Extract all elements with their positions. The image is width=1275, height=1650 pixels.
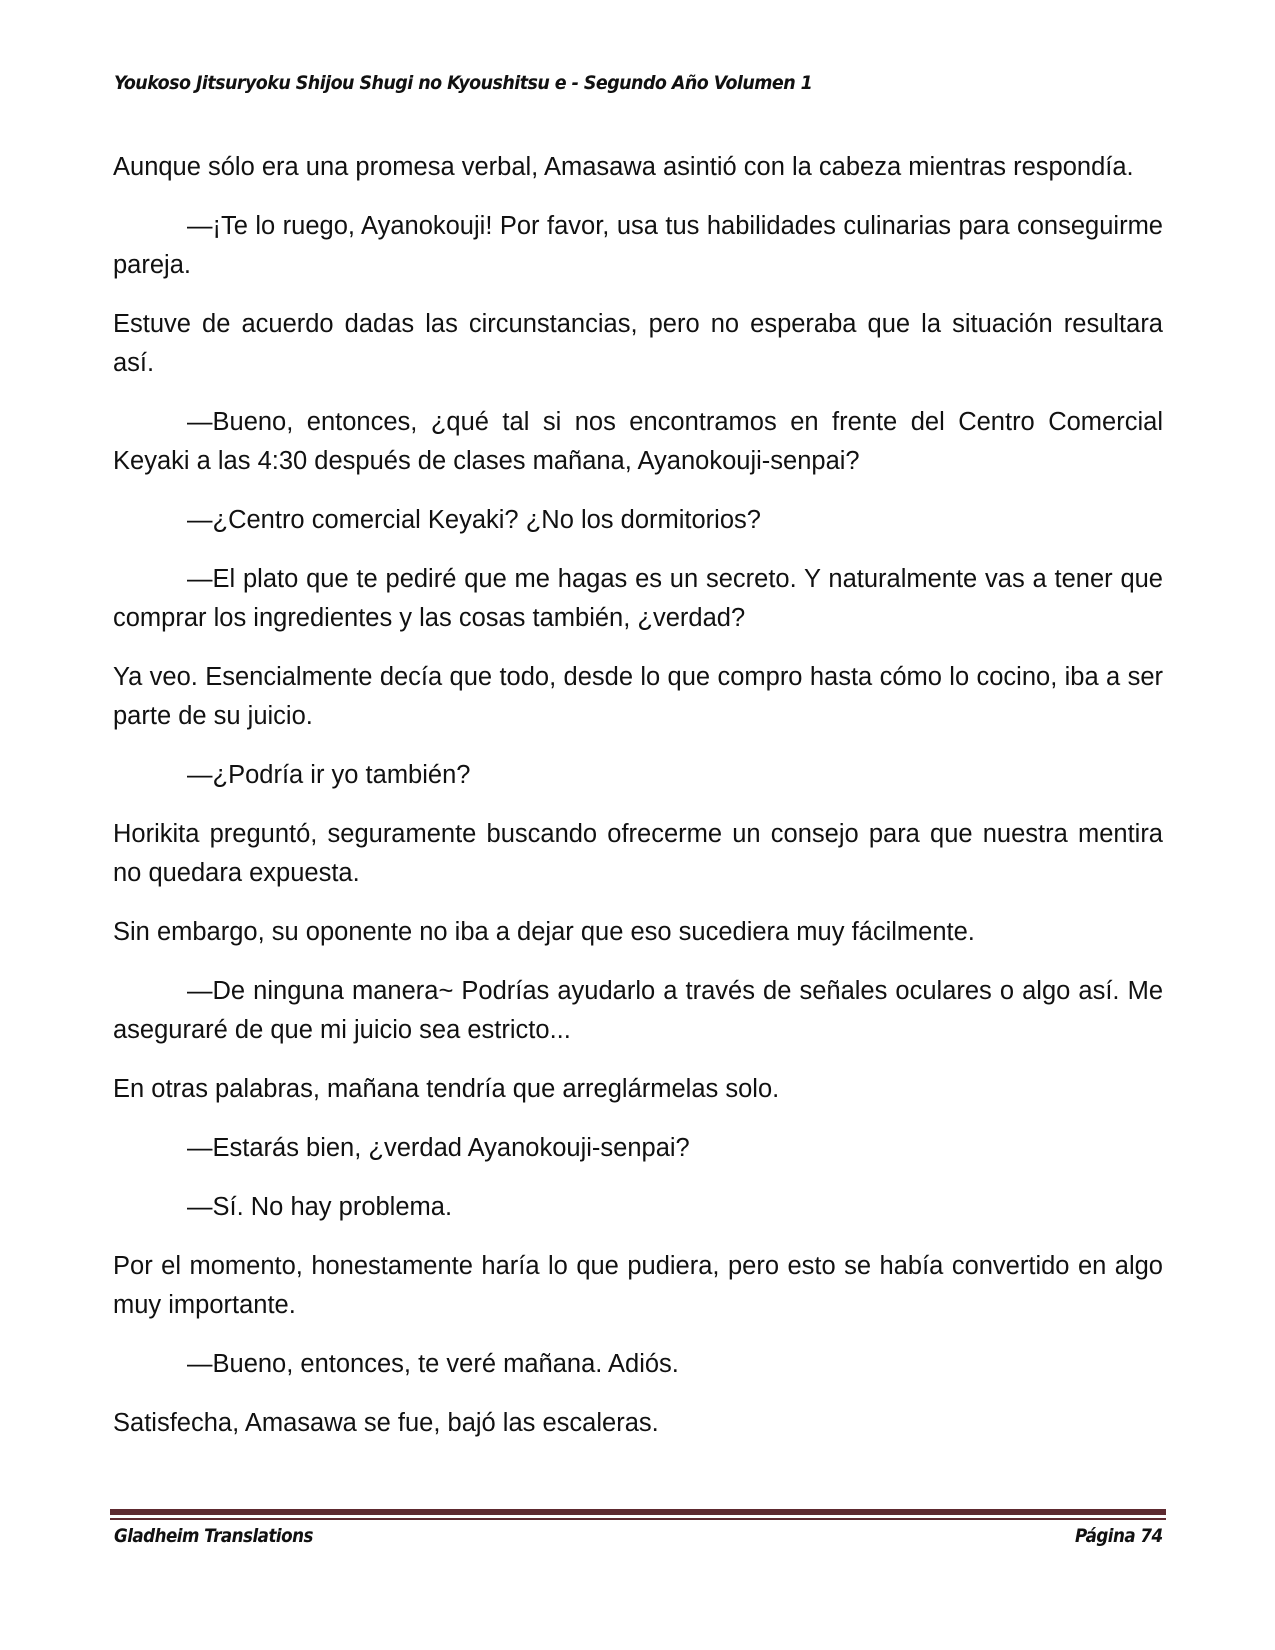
dialogue-paragraph: —¡Te lo ruego, Ayanokouji! Por favor, usa tus habilidades culinarias para conseguirme pareja. bbox=[113, 212, 1163, 279]
narration-paragraph: Horikita preguntó, seguramente buscando ofrecerme un consejo para que nuestra mentira no quedara expuesta. bbox=[113, 820, 1163, 887]
dialogue-paragraph: —De ninguna manera~ Podrías ayudarlo a través de señales oculares o algo así. Me aseguraré de que mi juicio sea estricto... bbox=[113, 977, 1163, 1044]
footer-rule-thick bbox=[110, 1509, 1166, 1515]
dialogue-paragraph: —Bueno, entonces, ¿qué tal si nos encontramos en frente del Centro Comercial Keyaki a las 4:30 después de clases mañana, Ayanokouji-senpai? bbox=[113, 408, 1163, 475]
narration-paragraph: Ya veo. Esencialmente decía que todo, desde lo que compro hasta cómo lo cocino, iba a ser parte de su juicio. bbox=[113, 663, 1163, 730]
narration-paragraph: En otras palabras, mañana tendría que arreglármelas solo. bbox=[113, 1075, 780, 1103]
dialogue-paragraph: —Bueno, entonces, te veré mañana. Adiós. bbox=[187, 1350, 679, 1378]
narration-paragraph: Aunque sólo era una promesa verbal, Amasawa asintió con la cabeza mientras respondía. bbox=[113, 153, 1134, 181]
running-header: Youkoso Jitsuryoku Shijou Shugi no Kyoushitsu e - Segundo Año Volumen 1 bbox=[114, 72, 813, 94]
footer-rule-thin bbox=[110, 1518, 1166, 1520]
page-body bbox=[113, 148, 1163, 1463]
page-number: Página 74 bbox=[1075, 1525, 1163, 1547]
dialogue-paragraph: —Sí. No hay problema. bbox=[187, 1193, 453, 1221]
dialogue-paragraph: —Estarás bien, ¿verdad Ayanokouji-senpai? bbox=[187, 1134, 690, 1162]
dialogue-paragraph: —¿Podría ir yo también? bbox=[187, 761, 471, 789]
narration-paragraph: Sin embargo, su oponente no iba a dejar que eso sucediera muy fácilmente. bbox=[113, 918, 975, 946]
dialogue-paragraph: —El plato que te pediré que me hagas es un secreto. Y naturalmente vas a tener que comprar los ingredientes y las cosas también, ¿verdad? bbox=[113, 565, 1163, 632]
narration-paragraph: Estuve de acuerdo dadas las circunstancias, pero no esperaba que la situación resultara así. bbox=[113, 310, 1163, 377]
dialogue-paragraph: —¿Centro comercial Keyaki? ¿No los dormitorios? bbox=[187, 506, 761, 534]
footer-translator: Gladheim Translations bbox=[114, 1525, 313, 1547]
narration-paragraph: Por el momento, honestamente haría lo que pudiera, pero esto se había convertido en algo muy importante. bbox=[113, 1252, 1163, 1319]
narration-paragraph: Satisfecha, Amasawa se fue, bajó las escaleras. bbox=[113, 1409, 659, 1437]
